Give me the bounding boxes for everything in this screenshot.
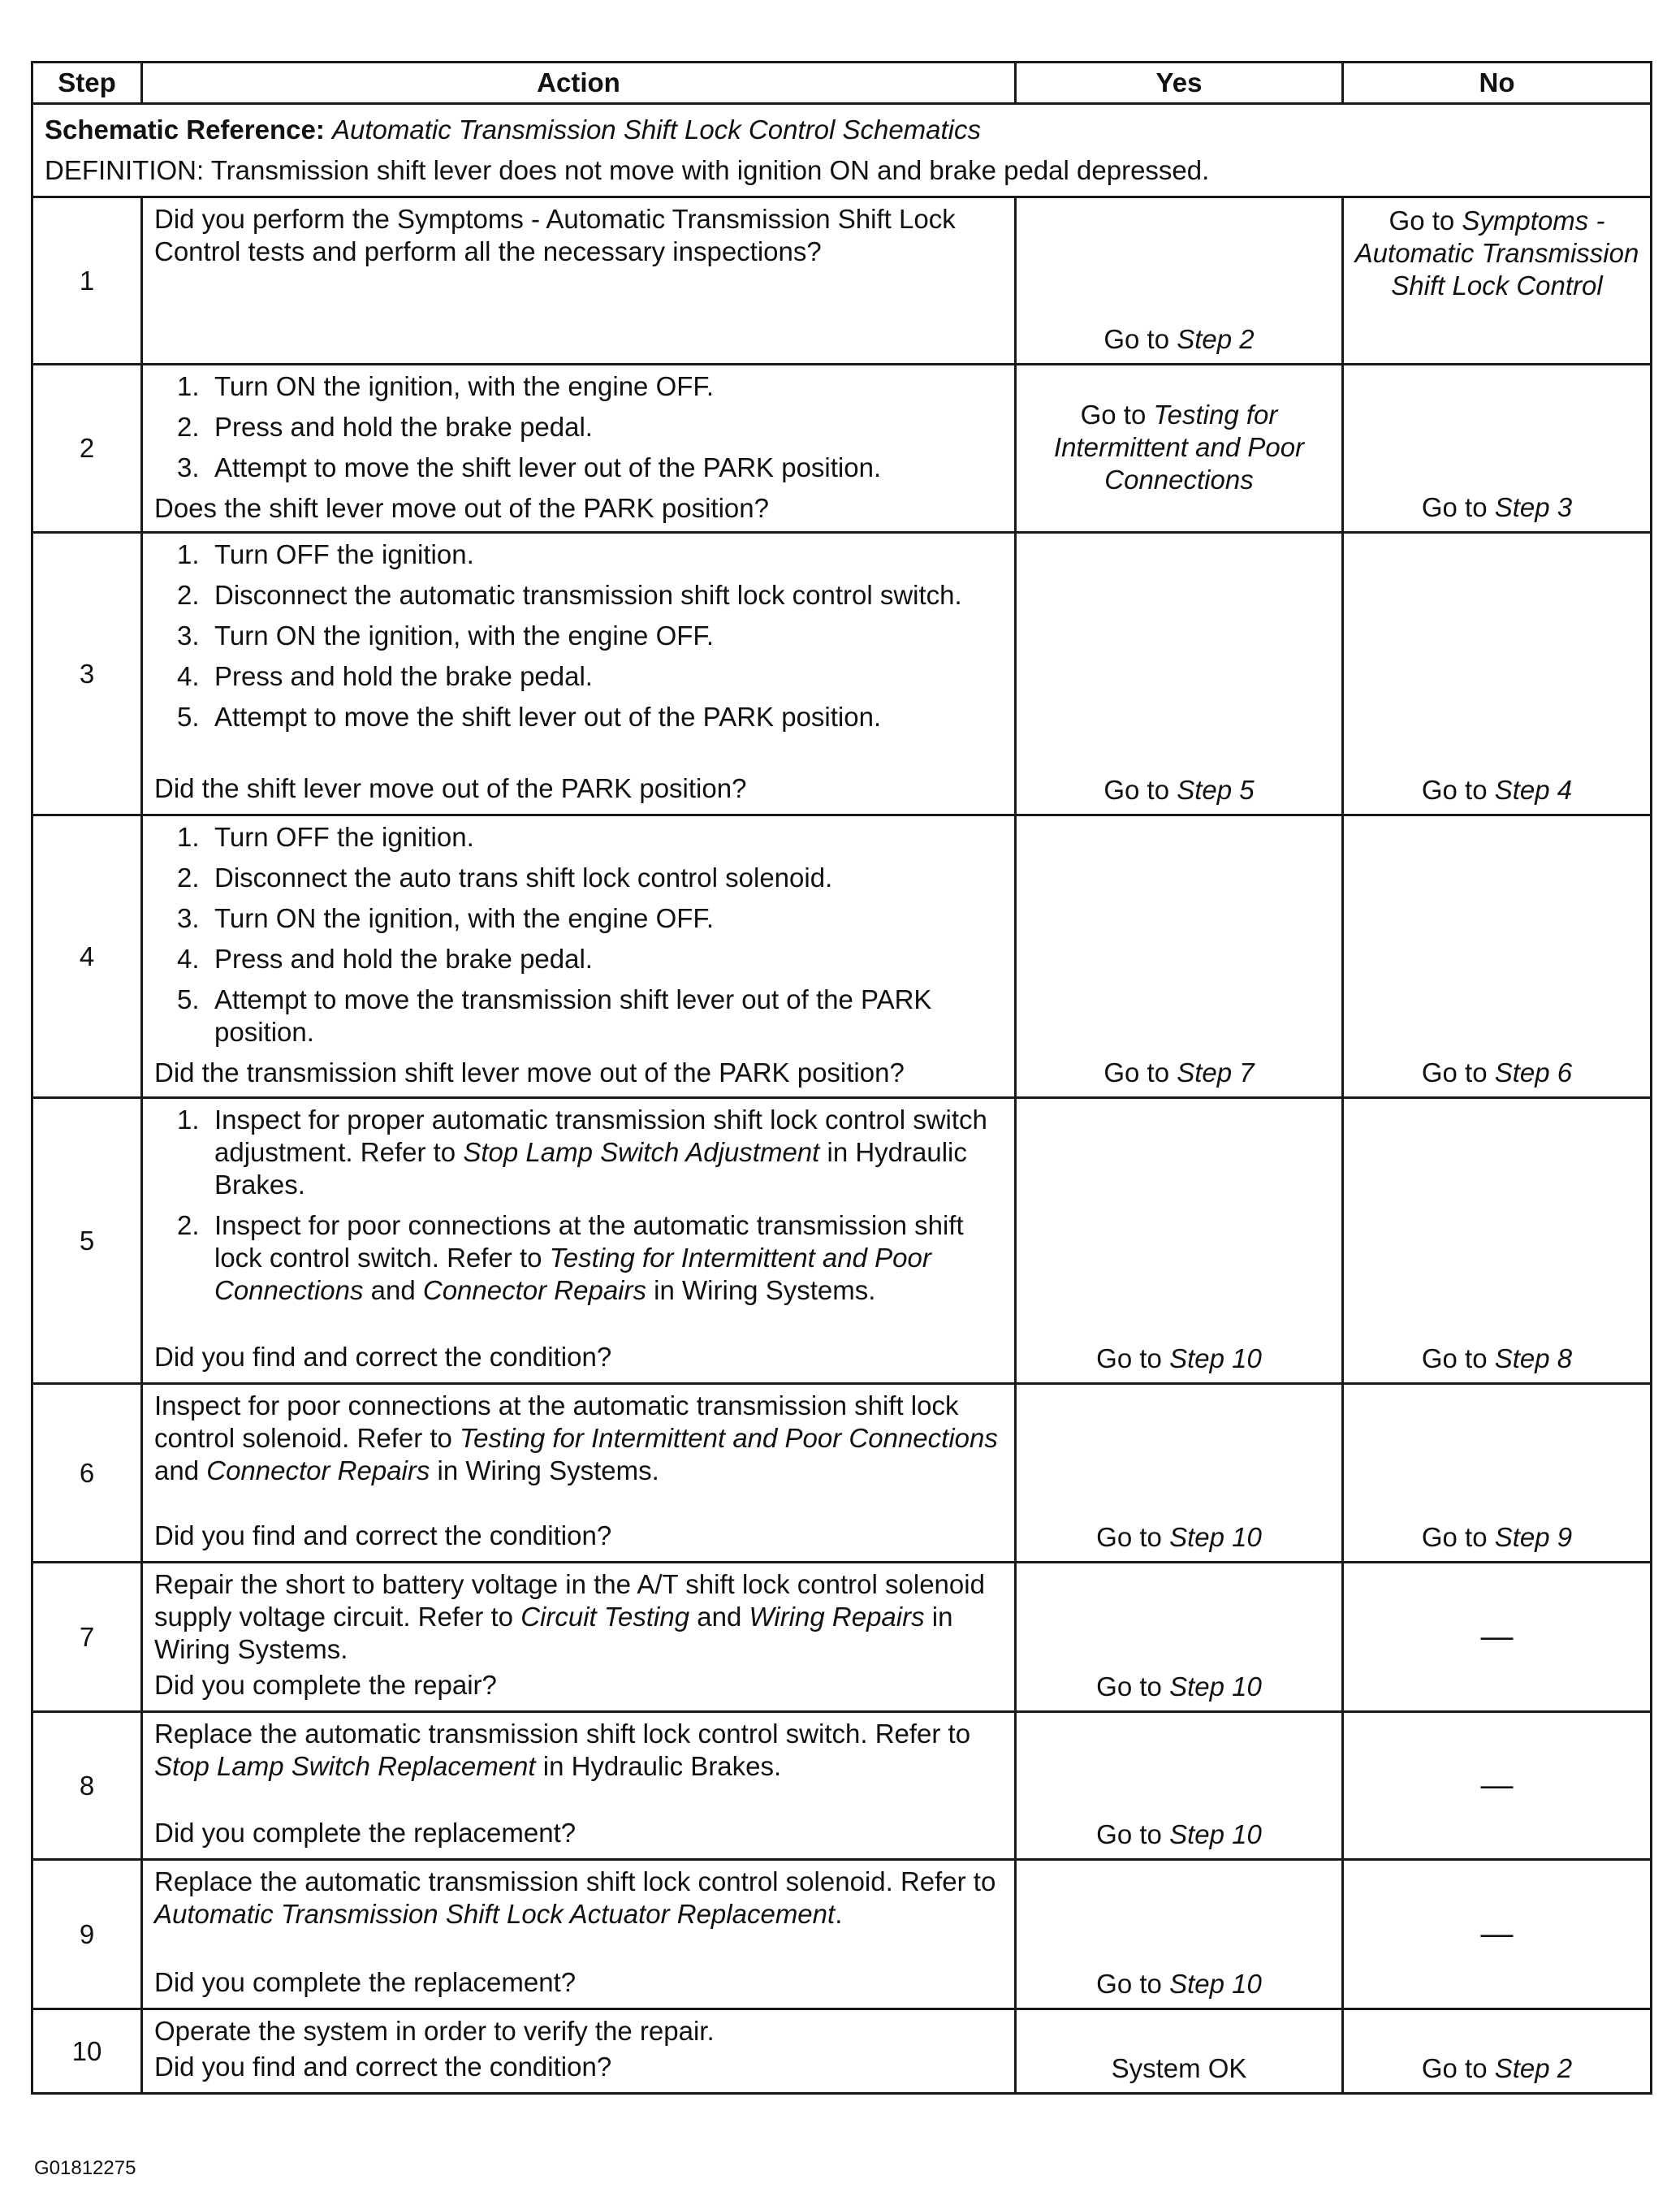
table-row [32,1860,1652,2009]
step-number: 1 [32,197,142,365]
list-item: 5. Attempt to move the transmission shift lever out of the PARK position. [177,984,932,1047]
yes-cell [1016,2009,1343,2094]
no-cell [1343,197,1652,365]
no-cell [1343,2009,1652,2094]
action-question: Did the shift lever move out of the PARK position? [154,773,747,803]
no-cell [1343,1098,1652,1384]
step-number: 3 [32,533,142,815]
no-result: Go to Step 6 [1421,1057,1573,1088]
list-item: 1. Turn ON the ignition, with the engine OFF. [177,371,715,401]
reference-link[interactable]: Automatic Transmission Shift Lock Actuator Replacement [154,1899,836,1929]
schematic-reference [45,110,1639,150]
no-cell [1343,533,1652,815]
action-list [154,370,1004,492]
action-cell [142,365,1016,533]
action-list [154,1104,1004,1315]
table-header-row [32,63,1652,104]
table-row [32,1098,1652,1384]
table-row [32,1563,1652,1712]
reference-row [32,104,1652,197]
yes-result: System OK [1111,2052,1247,2083]
step-number: 8 [32,1712,142,1860]
action-question: Does the shift lever move out of the PARK position? [154,493,769,523]
action-text: Replace the automatic transmission shift lock control switch. Refer to Stop Lamp Switch Replacement in Hydraulic Brakes. [154,1719,971,1781]
yes-cell [1016,197,1343,365]
table-row [32,1384,1652,1563]
reference-link[interactable]: Stop Lamp Switch Replacement [154,1751,536,1781]
no-cell [1343,1563,1652,1712]
reference-cell [32,104,1652,197]
header-step: Step [32,63,142,104]
list-item: 2. Press and hold the brake pedal. [177,412,593,442]
diagnostic-table [31,61,1652,2095]
reference-link[interactable]: Testing for Intermittent and Poor Connections [214,1243,931,1305]
schematic-value: Automatic Transmission Shift Lock Control Schematics [332,115,982,145]
no-result: Go to Step 9 [1421,1521,1573,1552]
no-step-link[interactable]: Step 9 [1494,1521,1573,1552]
no-result: Go to Step 2 [1421,2052,1573,2083]
yes-step-link[interactable]: Step 10 [1169,1671,1262,1702]
action-question: Did you find and correct the condition? [154,1520,612,1550]
no-step-link[interactable]: Step 8 [1494,1343,1573,1373]
yes-cell [1016,365,1343,533]
yes-result: Go to Step 5 [1103,774,1255,805]
action-text: Inspect for poor connections at the automatic transmission shift lock control solenoid. Refer to Testing for Intermittent and Poor Connections and Connector Repairs in Wiring Systems. [154,1390,998,1485]
yes-step-link[interactable]: Step 10 [1169,1343,1262,1373]
step-number: 6 [32,1384,142,1563]
step-number: 2 [32,365,142,533]
yes-step-link[interactable]: Step 5 [1177,774,1255,805]
no-cell [1343,1712,1652,1860]
action-cell [142,1563,1016,1712]
yes-cell [1016,1563,1343,1712]
action-question: Did you find and correct the condition? [154,1342,612,1372]
step-number: 10 [32,2009,142,2094]
no-step-link[interactable]: Symptoms - Automatic Transmission Shift Lock Control [1354,205,1639,301]
figure-id: G01812275 [34,2157,136,2179]
list-item: 2. Disconnect the auto trans shift lock control solenoid. [177,863,833,893]
no-step-link[interactable]: Step 2 [1494,2052,1573,2083]
yes-result: Go to Step 10 [1096,1671,1262,1702]
action-cell [142,197,1016,365]
step-number: 5 [32,1098,142,1384]
action-cell [142,533,1016,815]
yes-result: Go to Step 7 [1103,1057,1255,1088]
list-item: 2. Disconnect the automatic transmission shift lock control switch. [177,580,962,610]
yes-result: Go to Step 2 [1103,323,1255,354]
yes-result: Go to Step 10 [1096,1521,1262,1552]
yes-cell [1016,1712,1343,1860]
step-number: 9 [32,1860,142,2009]
action-cell [142,2009,1016,2094]
list-item: 3. Turn ON the ignition, with the engine OFF. [177,621,715,651]
list-item: 4. Press and hold the brake pedal. [177,944,593,974]
table-row [32,1712,1652,1860]
yes-step-link[interactable]: Step 10 [1169,1968,1262,1999]
no-result: Go to Symptoms - Automatic Transmission Shift Lock Control [1354,205,1639,301]
reference-link[interactable]: Wiring Repairs [749,1602,925,1632]
reference-link[interactable]: Circuit Testing [520,1602,690,1632]
header-action: Action [142,63,1016,104]
action-text: Did you perform the Symptoms - Automatic Transmission Shift Lock Control tests and perform all the necessary inspections? [154,204,956,266]
action-cell [142,1860,1016,2009]
reference-link[interactable]: Stop Lamp Switch Adjustment [463,1137,820,1167]
no-cell [1343,815,1652,1098]
yes-result: Go to Testing for Intermittent and Poor Connections [1053,400,1305,495]
table-row [32,2009,1652,2094]
header-no: No [1343,63,1652,104]
action-cell [142,1384,1016,1563]
reference-link[interactable]: Connector Repairs [206,1455,430,1485]
no-cell [1343,1384,1652,1563]
yes-cell [1016,1860,1343,2009]
table-row [32,533,1652,815]
no-cell [1343,1860,1652,2009]
yes-cell [1016,815,1343,1098]
no-result: Go to Step 3 [1421,491,1573,522]
action-list [154,821,1004,1057]
yes-result: Go to Step 10 [1096,1343,1262,1373]
action-question: Did you find and correct the condition? [154,2052,612,2082]
list-item: 5. Attempt to move the shift lever out of the PARK position. [177,702,882,732]
action-list [154,538,1004,742]
action-text: Replace the automatic transmission shift lock control solenoid. Refer to Automatic Transmission Shift Lock Actuator Replacement. [154,1866,996,1929]
reference-link[interactable]: Connector Repairs [422,1275,646,1305]
no-cell [1343,365,1652,533]
table-row [32,365,1652,533]
action-cell [142,815,1016,1098]
no-step-link[interactable]: Step 6 [1494,1057,1573,1088]
action-cell [142,1712,1016,1860]
header-yes: Yes [1016,63,1343,104]
list-item: 1. Turn OFF the ignition. [177,539,474,569]
reference-link[interactable]: Testing for Intermittent and Poor Connections [460,1423,998,1453]
yes-cell [1016,1098,1343,1384]
list-item: 2. Inspect for poor connections at the automatic transmission shift lock control switch. Refer to Testing for Intermittent and Poor Connections and Connector Repairs in Wiring Systems. [177,1210,964,1305]
no-step-link[interactable]: Step 3 [1494,491,1573,522]
yes-step-link[interactable]: Step 2 [1177,323,1255,354]
action-text: Repair the short to battery voltage in the A/T shift lock control solenoid supply voltage circuit. Refer to Circuit Testing and Wiring Repairs in Wiring Systems. [154,1569,985,1664]
yes-result: Go to Step 10 [1096,1818,1262,1849]
no-result-dash: — [1480,1618,1514,1654]
table-row [32,815,1652,1098]
no-result: Go to Step 8 [1421,1343,1573,1373]
list-item: 1. Turn OFF the ignition. [177,822,474,852]
list-item: 1. Inspect for proper automatic transmission shift lock control switch adjustment. Refer to Stop Lamp Switch Adjustment in Hydraulic Brakes. [177,1105,987,1200]
list-item: 4. Press and hold the brake pedal. [177,661,593,691]
no-step-link[interactable]: Step 4 [1494,774,1573,805]
yes-cell [1016,1384,1343,1563]
definition-text: DEFINITION: Transmission shift lever does not move with ignition ON and brake pedal depressed. [45,155,1210,185]
action-cell [142,1098,1016,1384]
schematic-label: Schematic Reference: [45,115,325,145]
action-question: Did you complete the replacement? [154,1818,577,1848]
action-question: Did you complete the repair? [154,1670,497,1700]
no-result-dash: — [1480,1766,1514,1803]
yes-step-link[interactable]: Testing for Intermittent and Poor Connections [1053,400,1305,495]
no-result-dash: — [1480,1915,1514,1952]
yes-result: Go to Step 10 [1096,1968,1262,1999]
action-question: Did the transmission shift lever move out of the PARK position? [154,1057,905,1088]
table-row [32,197,1652,365]
list-item: 3. Attempt to move the shift lever out of the PARK position. [177,452,882,482]
yes-cell [1016,533,1343,815]
list-item: 3. Turn ON the ignition, with the engine OFF. [177,903,715,933]
yes-step-link[interactable]: Step 7 [1177,1057,1255,1088]
diagnostic-table-sheet [31,61,1650,2095]
action-text: Operate the system in order to verify the repair. [154,2016,715,2046]
yes-step-link[interactable]: Step 10 [1169,1521,1262,1552]
action-question: Did you complete the replacement? [154,1967,577,1997]
step-number: 7 [32,1563,142,1712]
yes-step-link[interactable]: Step 10 [1169,1818,1262,1849]
step-number: 4 [32,815,142,1098]
no-result: Go to Step 4 [1421,774,1573,805]
